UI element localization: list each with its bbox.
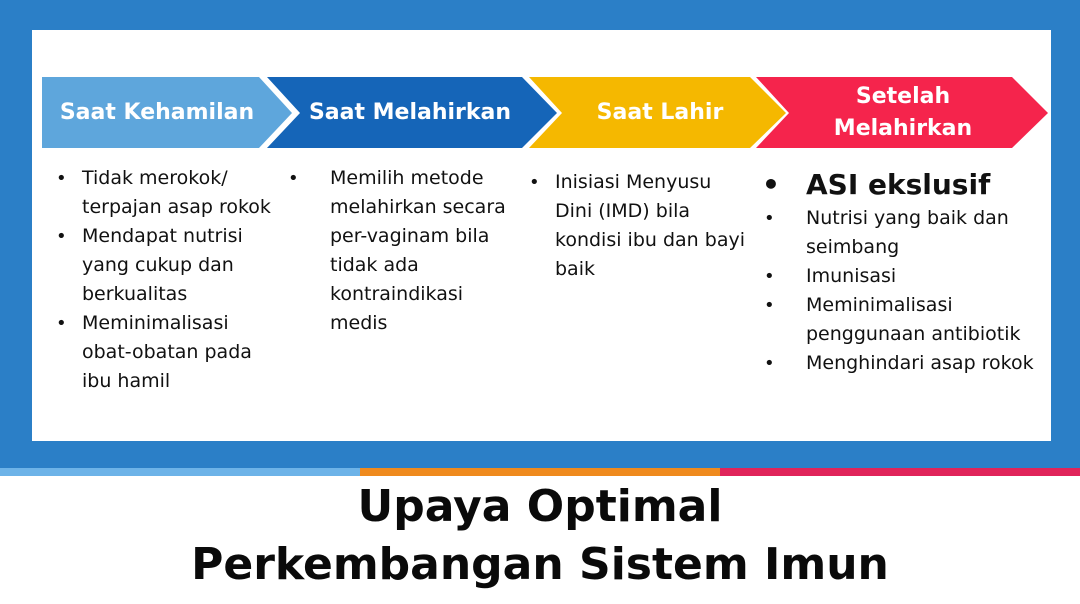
highlight-item: • ASI ekslusif <box>760 168 1050 202</box>
slide-title <box>0 478 1080 594</box>
list-item: • Nutrisi yang baik dan seimbang <box>760 204 1050 262</box>
step-label-setelah <box>792 77 1014 148</box>
slide-title-line2: Perkembangan Sistem Imun <box>191 539 889 590</box>
column-melahirkan <box>284 164 514 338</box>
column-lahir <box>525 168 751 284</box>
step-label-setelah-line1: Setelah <box>855 83 951 109</box>
column-kehamilan <box>52 164 282 396</box>
accent-stripe-blue <box>0 468 360 476</box>
step-label-lahir: Saat Lahir <box>596 99 724 125</box>
accent-stripe-red <box>720 468 1080 476</box>
list-item: • Menghindari asap rokok <box>760 349 1050 378</box>
list-item: • Meminimalisasi penggunaan antibiotik <box>760 291 1050 349</box>
step-label-melahirkan: Saat Melahirkan <box>308 99 512 125</box>
step-label-kehamilan: Saat Kehamilan <box>59 99 255 125</box>
list-item: • Memilih metode melahirkan secara per-vaginam bila tidak ada kontraindikasi medis <box>284 164 514 338</box>
slide-title-line1: Upaya Optimal <box>357 481 723 532</box>
column-setelah <box>760 168 1050 378</box>
list-item: • Imunisasi <box>760 262 1050 291</box>
list-item: • Meminimalisasi obat-obatan pada ibu hamil <box>52 309 282 396</box>
content-panel <box>32 30 1051 441</box>
step-label-setelah-line2: Melahirkan <box>833 115 973 141</box>
list-item: • Mendapat nutrisi yang cukup dan berkualitas <box>52 222 282 309</box>
accent-stripe-orange <box>360 468 720 476</box>
list-item: • Inisiasi Menyusu Dini (IMD) bila kondisi ibu dan bayi baik <box>525 168 751 284</box>
list-item: • Tidak merokok/ terpajan asap rokok <box>52 164 282 222</box>
